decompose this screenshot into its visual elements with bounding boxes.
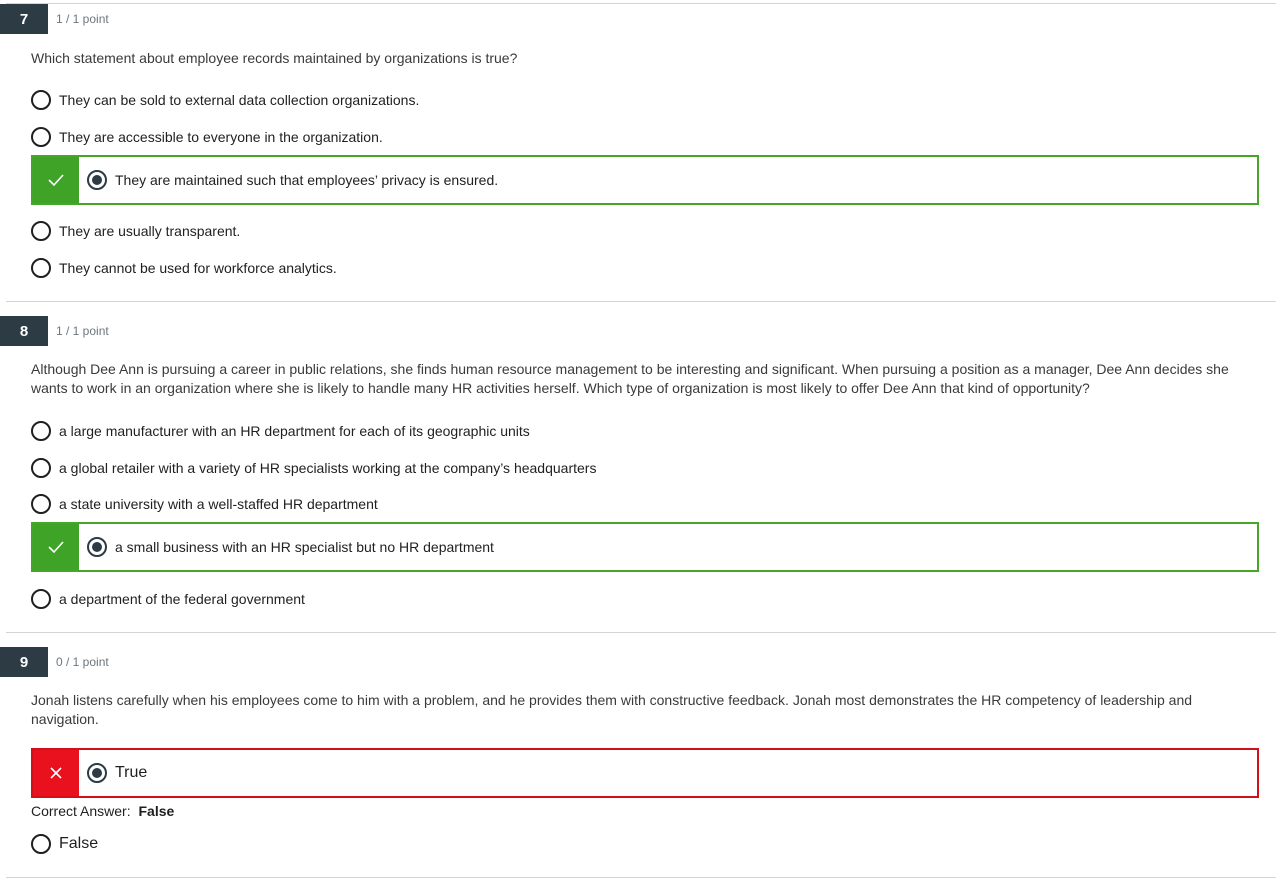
radio-button[interactable] — [31, 589, 51, 609]
answer-option[interactable] — [31, 834, 98, 854]
question-points: 1 / 1 point — [56, 12, 109, 26]
question-8 — [6, 301, 1276, 632]
question-header — [0, 647, 109, 677]
radio-button[interactable] — [31, 421, 51, 441]
radio-button[interactable] — [31, 90, 51, 110]
question-number: 8 — [0, 316, 48, 346]
x-icon — [33, 750, 79, 796]
question-text: Jonah listens carefully when his employees come to him with a problem, and he provides them with constructive feedback. Jonah most demonstrates the HR competency of leadership and navigation. — [31, 692, 1193, 727]
answer-option[interactable] — [31, 458, 596, 478]
radio-button[interactable] — [31, 127, 51, 147]
question-header — [0, 4, 109, 34]
question-points: 0 / 1 point — [56, 655, 109, 669]
selected-answer-incorrect[interactable] — [31, 748, 1259, 798]
answer-label: a state university with a well-staffed HR department — [59, 496, 378, 512]
question-points: 1 / 1 point — [56, 324, 109, 338]
radio-button[interactable] — [31, 494, 51, 514]
radio-button[interactable] — [31, 258, 51, 278]
radio-button-selected[interactable] — [87, 537, 107, 557]
answer-label: a large manufacturer with an HR department for each of its geographic units — [59, 423, 530, 439]
answer-label: They cannot be used for workforce analytics. — [59, 260, 337, 276]
checkmark-icon — [33, 157, 79, 203]
question-header — [0, 316, 109, 346]
answer-option[interactable] — [31, 589, 305, 609]
answer-label: a department of the federal government — [59, 591, 305, 607]
radio-button[interactable] — [31, 834, 51, 854]
answer-label: They are accessible to everyone in the organization. — [59, 129, 383, 145]
answer-option[interactable] — [31, 494, 378, 514]
answer-option[interactable] — [31, 221, 240, 241]
checkmark-icon — [33, 524, 79, 570]
selected-answer-correct[interactable] — [31, 522, 1259, 572]
answer-label: They can be sold to external data collection organizations. — [59, 92, 420, 108]
correct-answer-value: False — [138, 803, 175, 819]
answer-label: True — [115, 764, 148, 781]
answer-option[interactable] — [31, 421, 530, 441]
question-text: Although Dee Ann is pursuing a career in public relations, she finds human resource management to be interesting and significant. When pursuing a position as a manager, Dee Ann decides she wants to work in an organization where she is likely to handle many HR activities herself. Which type of organization is most likely to offer Dee Ann that kind of opportunity? — [31, 361, 1229, 396]
answer-option[interactable] — [31, 90, 419, 110]
answer-option[interactable] — [31, 127, 383, 147]
radio-button-selected[interactable] — [87, 170, 107, 190]
selected-answer-correct[interactable] — [31, 155, 1259, 205]
question-number: 9 — [0, 647, 48, 677]
answer-label: They are maintained such that employees’ privacy is ensured. — [115, 172, 499, 188]
radio-button[interactable] — [31, 458, 51, 478]
question-text: Which statement about employee records maintained by organizations is true? — [31, 50, 518, 66]
question-number: 7 — [0, 4, 48, 34]
radio-button-selected[interactable] — [87, 763, 107, 783]
question-9 — [6, 632, 1276, 877]
answer-option[interactable] — [31, 258, 337, 278]
answer-label: a global retailer with a variety of HR specialists working at the company’s headquarters — [59, 460, 597, 476]
question-7 — [6, 3, 1276, 301]
correct-answer-label: Correct Answer: — [31, 803, 131, 819]
divider — [6, 877, 1276, 878]
correct-answer — [31, 803, 174, 819]
answer-label: False — [59, 835, 99, 852]
answer-label: a small business with an HR specialist but no HR department — [115, 539, 494, 555]
answer-label: They are usually transparent. — [59, 223, 241, 239]
radio-button[interactable] — [31, 221, 51, 241]
